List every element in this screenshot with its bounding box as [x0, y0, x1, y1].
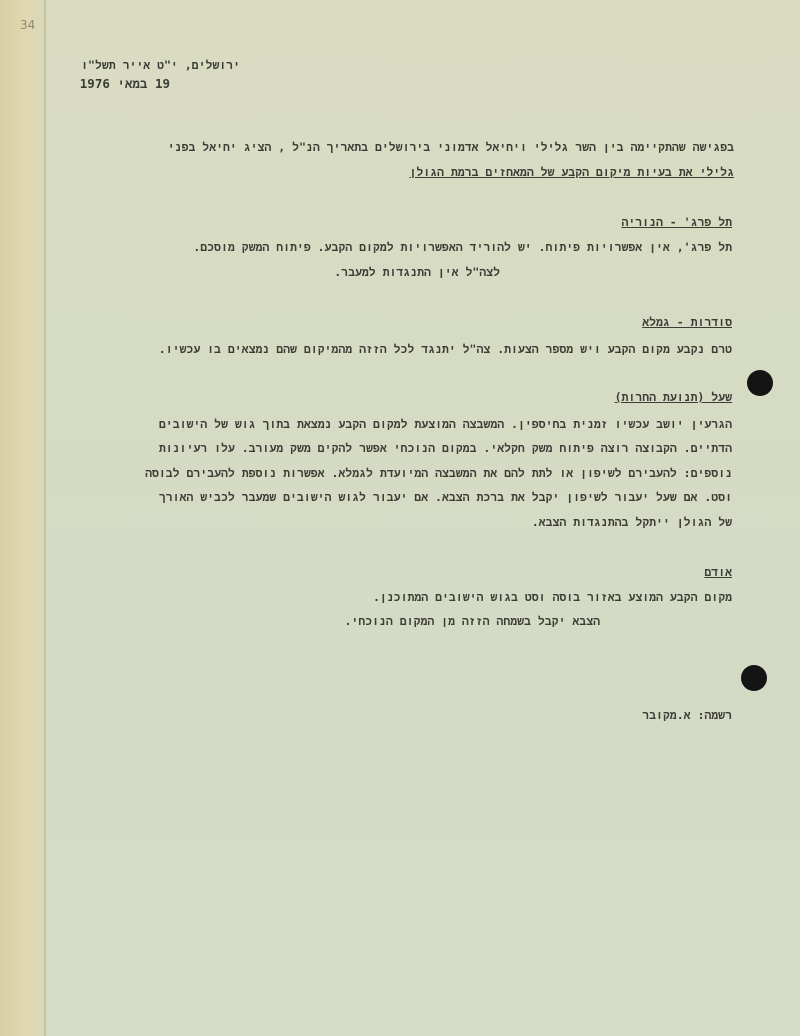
section-line: טרם נקבע מקום הקבע ויש מספר הצעות. צה"ל יתנגד לכל הזזה מהמיקום שהם נמצאים בו עכשיו.: [158, 342, 732, 356]
signature: רשמה: א.מקובר: [642, 708, 732, 722]
paper-fold-line: [44, 0, 46, 1036]
section-line: מקום הקבע המוצע באזור בוסה וסט בגוש הישובים המתוכנן.: [372, 590, 732, 604]
section-line: תל פרג', אין אפשרויות פיתוח. יש להוריד האפשרויות למקום הקבע. פיתוח המשק מוסכם.: [193, 240, 732, 254]
punch-hole: [747, 370, 773, 396]
paper-edge: [0, 0, 46, 1036]
intro-line-2: גלילי את בעיות מיקום הקבע של המאחזים ברמת הגולן: [409, 165, 734, 179]
section-heading-gamla: סודרות - גמלא: [642, 315, 732, 329]
section-line: וסט. אם שעל יעבור לשיפון יקבל את ברכת הצבא. אם יעבור לגוש הישובים שמעבר לכביש האורך: [158, 490, 732, 504]
section-line: הצבא יקבל בשמחה הזזה מן המקום הנוכחי.: [344, 614, 600, 628]
intro-line-1: בפגישה שהתקיימה בין השר גלילי ויחיאל אדמוני בירושלים בתאריך הנ"ל , הציג יחיאל בפני: [167, 140, 734, 154]
section-heading-shaal: שעל (תנועת החרות): [614, 390, 732, 404]
section-line: הגרעין יושב עכשיו זמנית בחיספין. המשבצה המוצעת למקום הקבע נמצאת בתוך גוש של הישובים: [158, 417, 732, 431]
archive-margin-mark: 34: [20, 18, 36, 32]
date-gregorian: 19 במאי 1976: [79, 76, 170, 91]
punch-hole: [741, 665, 767, 691]
section-line: לצה"ל אין התנגדות למעבר.: [334, 265, 500, 279]
section-heading-odem: אודם: [704, 565, 732, 579]
section-heading-tel-faraj: תל פרג' - הנוריה: [621, 215, 732, 229]
section-line: של הגולן ייתקל בהתנגדות הצבא.: [531, 515, 732, 529]
section-line: נוספים: להעבירם לשיפון או לתת להם את המשבצה המיועדת לגמלא. אפשרות נוספת להעבירם לבוסה: [145, 466, 732, 480]
date-hebrew: ירושלים, י"ט אייר תשל"ו: [81, 58, 240, 72]
section-line: הדתיים. הקבוצה רוצה פיתוח משק חקלאי. במקום הנוכחי אפשר להקים משק מעורב. עלו רעיונות: [158, 441, 732, 455]
